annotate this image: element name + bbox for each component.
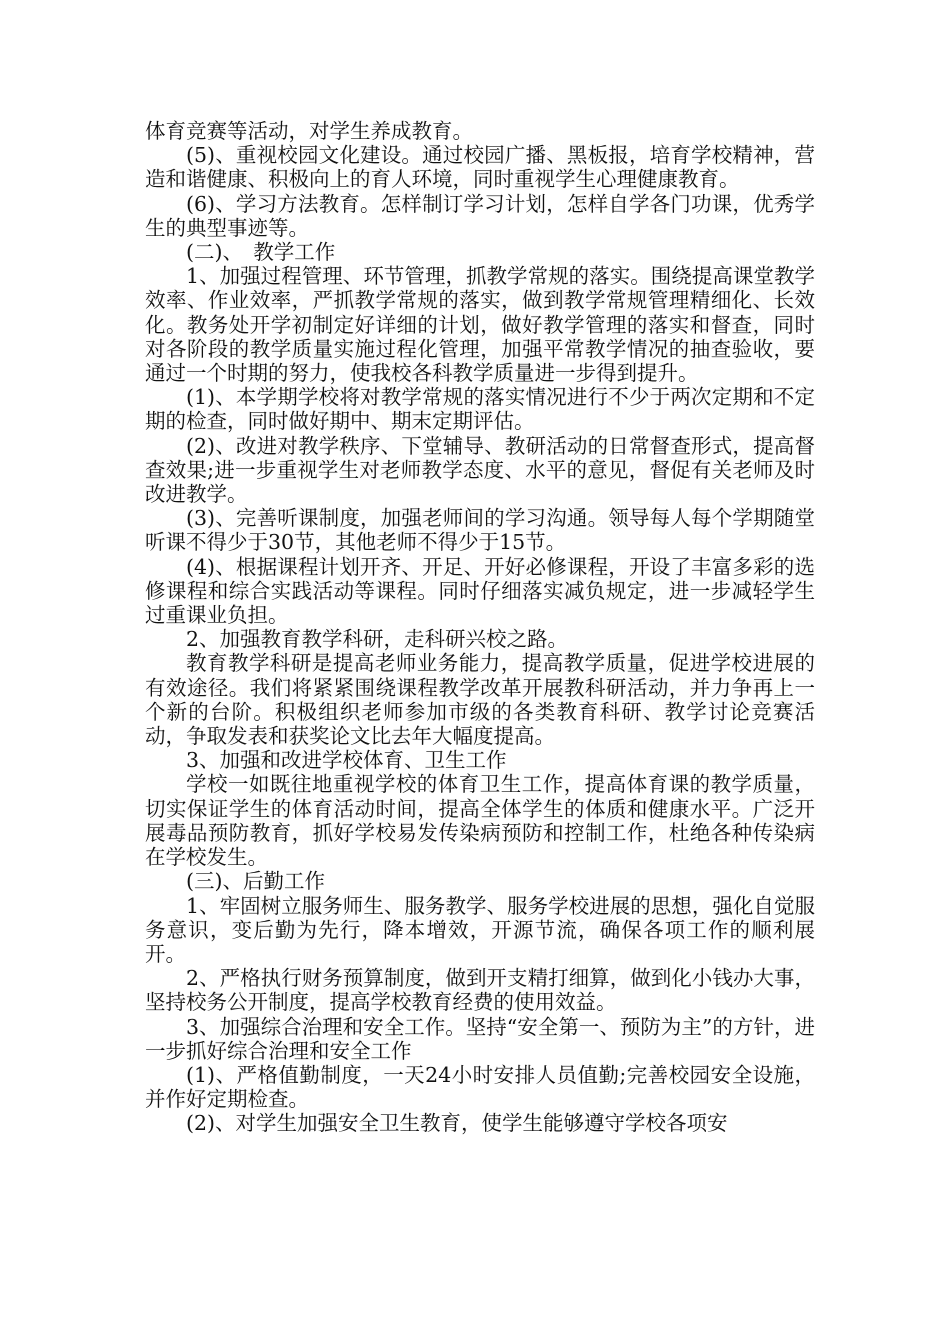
- paragraph-logistics-3-2: (2)、对学生加强安全卫生教育，使学生能够遵守学校各项安: [186, 1111, 728, 1136]
- paragraph-logistics-3-1: (1)、严格值勤制度，一天24小时安排人员值勤;完善校园安全设施，并作好定期检查。: [145, 1062, 815, 1112]
- paragraph-continuation: 体育竞赛等活动，对学生养成教育。: [145, 119, 473, 143]
- document-page: [145, 119, 815, 1136]
- paragraph-research: 教育教学科研是提高老师业务能力，提高教学质量，促进学校进展的有效途径。我们将紧紧围绕课程教学改革开展教科研活动，并力争再上一个新的台阶。积极组织老师参加市级的各类教育科研、教学讨论竞赛活动，争取发表和获奖论文比去年大幅度提高。: [145, 651, 815, 749]
- paragraph-sports-health: 学校一如既往地重视学校的体育卫生工作，提高体育课的教学质量，切实保证学生的体育活动时间，提高全体学生的体质和健康水平。广泛开展毒品预防教育，抓好学校易发传染病预防和控制工作，杜绝各种传染病在学校发生。: [145, 772, 815, 870]
- section-heading-teaching: (二)、 教学工作: [186, 240, 336, 265]
- paragraph-teaching-1-1: (1)、本学期学校将对教学常规的落实情况进行不少于两次定期和不定期的检查，同时做好期中、期末定期评估。: [145, 385, 815, 434]
- paragraph-logistics-2: 2、严格执行财务预算制度，做到开支精打细算，做到化小钱办大事，坚持校务公开制度，提高学校教育经费的使用效益。: [145, 966, 815, 1015]
- paragraph-item-5: (5)、重视校园文化建设。通过校园广播、黑板报，培育学校精神，营造和谐健康、积极向上的育人环境，同时重视学生心理健康教育。: [145, 143, 815, 192]
- paragraph-teaching-1-3: (3)、完善听课制度，加强老师间的学习沟通。领导每人每个学期随堂听课不得少于30节，其他老师不得少于15节。: [145, 506, 815, 555]
- paragraph-teaching-1-4: (4)、根据课程计划开齐、开足、开好必修课程，开设了丰富多彩的选修课程和综合实践活动等课程。同时仔细落实减负规定，进一步减轻学生过重课业负担。: [145, 554, 815, 628]
- paragraph-logistics-1: 1、牢固树立服务师生、服务教学、服务学校进展的思想，强化自觉服务意识，变后勤为先行，降本增效，开源节流，确保各项工作的顺利展开。: [145, 893, 815, 966]
- paragraph-teaching-2: 2、加强教育教学科研，走科研兴校之路。: [186, 627, 569, 652]
- paragraph-item-6: (6)、学习方法教育。怎样制订学习计划，怎样自学各门功课，优秀学生的典型事迹等。: [145, 191, 815, 240]
- section-heading-logistics: (三)、后勤工作: [186, 869, 325, 894]
- paragraph-teaching-1: 1、加强过程管理、环节管理，抓教学常规的落实。围绕提高课堂教学效率、作业效率，严抓教学常规的落实，做到教学常规管理精细化、长效化。教务处开学初制定好详细的计划，做好教学管理的落实和督查，同时对各阶段的教学质量实施过程化管理，加强平常教学情况的抽查验收，要通过一个时期的努力，使我校各科教学质量进一步得到提升。: [145, 264, 815, 386]
- paragraph-teaching-1-2: (2)、改进对教学秩序、下堂辅导、教研活动的日常督查形式，提高督查效果;进一步重视学生对老师教学态度、水平的意见，督促有关老师及时改进教学。: [145, 433, 815, 507]
- paragraph-teaching-3: 3、加强和改进学校体育、卫生工作: [186, 748, 507, 773]
- paragraph-logistics-3: 3、加强综合治理和安全工作。坚持“安全第一、预防为主”的方针，进一步抓好综合治理和安全工作: [145, 1014, 815, 1063]
